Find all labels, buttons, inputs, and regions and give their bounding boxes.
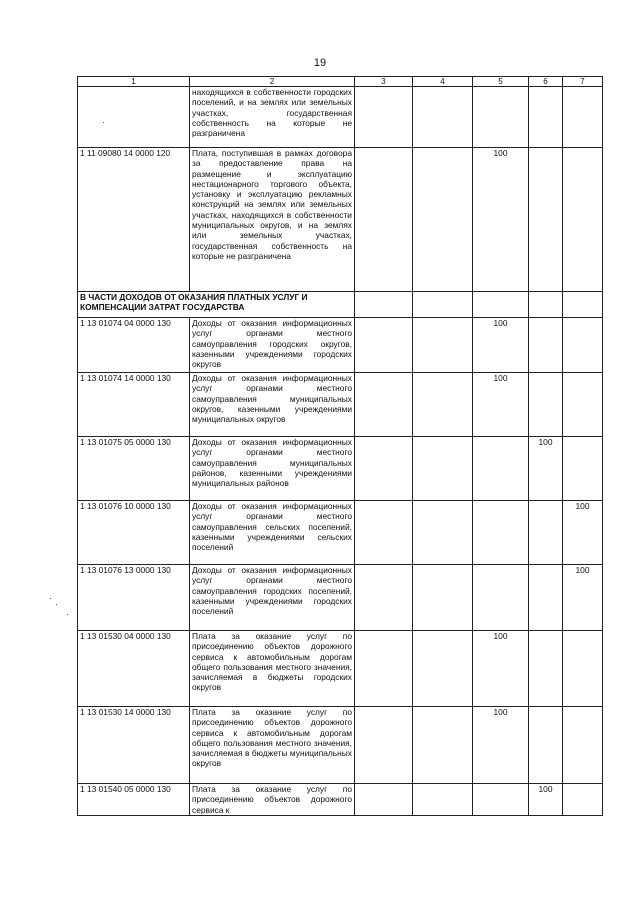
table-row [78,87,603,148]
value-col-4 [413,437,473,501]
value-col-5: 100 [473,373,529,437]
value-col-6 [529,318,563,373]
column-number: 4 [413,77,473,87]
column-number-row [78,77,603,87]
value-col-5 [473,565,529,631]
classification-code: 1 13 01074 04 0000 130 [78,318,190,373]
section-heading: В ЧАСТИ ДОХОДОВ ОТ ОКАЗАНИЯ ПЛАТНЫХ УСЛУГ И КОМПЕНСАЦИИ ЗАТРАТ ГОСУДАРСТВА [78,292,355,318]
value-col-4 [413,501,473,565]
revenue-table [77,76,603,816]
empty-cell [529,292,563,318]
value-col-5: 100 [473,631,529,707]
revenue-description: Плата за оказание услуг по присоединению объектов дорожного сервиса к автомобильным дорогам общего пользования местного значения, зачисляемая в бюджеты муниципальных округов [190,707,355,784]
value-col-3 [355,318,413,373]
value-col-3 [355,784,413,816]
value-col-3 [355,707,413,784]
value-col-6 [529,631,563,707]
section-heading-row [78,292,603,318]
value-col-6 [529,707,563,784]
revenue-description: Доходы от оказания информационных услуг органами местного самоуправления городских поселений, казенными учреждениями городских поселений [190,565,355,631]
value-col-3 [355,565,413,631]
scan-speck [67,614,68,615]
value-col-6: 100 [529,437,563,501]
value-col-6 [529,148,563,292]
value-col-7 [563,437,603,501]
scan-speck [56,604,57,605]
value-col-7 [563,87,603,148]
value-col-6: 100 [529,784,563,816]
scan-speck [50,598,51,599]
value-col-5 [473,501,529,565]
value-col-3 [355,437,413,501]
column-number: 6 [529,77,563,87]
value-col-3 [355,87,413,148]
table-row [78,565,603,631]
column-number: 7 [563,77,603,87]
classification-code: 1 13 01530 04 0000 130 [78,631,190,707]
value-col-6 [529,565,563,631]
table-row [78,318,603,373]
classification-code: 1 13 01076 10 0000 130 [78,501,190,565]
classification-code: 1 13 01075 05 0000 130 [78,437,190,501]
table-row [78,373,603,437]
column-number: 3 [355,77,413,87]
value-col-3 [355,148,413,292]
value-col-3 [355,373,413,437]
value-col-5: 100 [473,707,529,784]
value-col-6 [529,501,563,565]
value-col-6 [529,87,563,148]
value-col-5 [473,437,529,501]
classification-code: 1 11 09080 14 0000 120 [78,148,190,292]
value-col-4 [413,707,473,784]
revenue-description: Доходы от оказания информационных услуг органами местного самоуправления городских округов, казенными учреждениями городских округов [190,318,355,373]
revenue-description: Доходы от оказания информационных услуг органами местного самоуправления сельских поселений, казенными учреждениями сельских поселений [190,501,355,565]
value-col-4 [413,784,473,816]
empty-cell [355,292,413,318]
column-number: 1 [78,77,190,87]
value-col-4 [413,631,473,707]
table-row [78,784,603,816]
value-col-4 [413,87,473,148]
empty-cell [413,292,473,318]
table-row [78,501,603,565]
column-number: 2 [190,77,355,87]
value-col-7 [563,784,603,816]
value-col-4 [413,318,473,373]
value-col-6 [529,373,563,437]
table-row [78,148,603,292]
classification-code: 1 13 01076 13 0000 130 [78,565,190,631]
value-col-4 [413,565,473,631]
classification-code [78,87,190,148]
value-col-5 [473,87,529,148]
revenue-description: находящихся в собственности городских поселений, и на землях или земельных участках, государственная собственность на которые не разграничена [190,87,355,148]
value-col-7: 100 [563,565,603,631]
page-number: 19 [313,57,327,69]
value-col-3 [355,631,413,707]
value-col-7 [563,631,603,707]
value-col-4 [413,373,473,437]
scan-speck [103,122,104,123]
revenue-description: Плата, поступившая в рамках договора за предоставление права на размещение и эксплуатацию нестационарного торгового объекта, установку и эксплуатацию рекламных конструкций на землях или земельных участках, находящихся в собственности муниципальных округов, и на землях или земельных участках, государственная собственность на которые не разграничена [190,148,355,292]
table-row [78,707,603,784]
revenue-description: Доходы от оказания информационных услуг органами местного самоуправления муниципальных округов, казенными учреждениями муниципальных округов [190,373,355,437]
value-col-5: 100 [473,318,529,373]
value-col-7 [563,373,603,437]
value-col-4 [413,148,473,292]
value-col-7 [563,148,603,292]
empty-cell [563,292,603,318]
table-row [78,437,603,501]
revenue-description: Доходы от оказания информационных услуг органами местного самоуправления муниципальных районов, казенными учреждениями муниципальных районов [190,437,355,501]
value-col-5 [473,784,529,816]
value-col-7 [563,318,603,373]
table-row [78,631,603,707]
value-col-3 [355,501,413,565]
classification-code: 1 13 01074 14 0000 130 [78,373,190,437]
revenue-description: Плата за оказание услуг по присоединению объектов дорожного сервиса к [190,784,355,816]
value-col-7 [563,707,603,784]
column-number: 5 [473,77,529,87]
classification-code: 1 13 01540 05 0000 130 [78,784,190,816]
value-col-5: 100 [473,148,529,292]
revenue-description: Плата за оказание услуг по присоединению объектов дорожного сервиса к автомобильным дорогам общего пользования местного значения, зачисляемая в бюджеты городских округов [190,631,355,707]
empty-cell [473,292,529,318]
value-col-7: 100 [563,501,603,565]
classification-code: 1 13 01530 14 0000 130 [78,707,190,784]
